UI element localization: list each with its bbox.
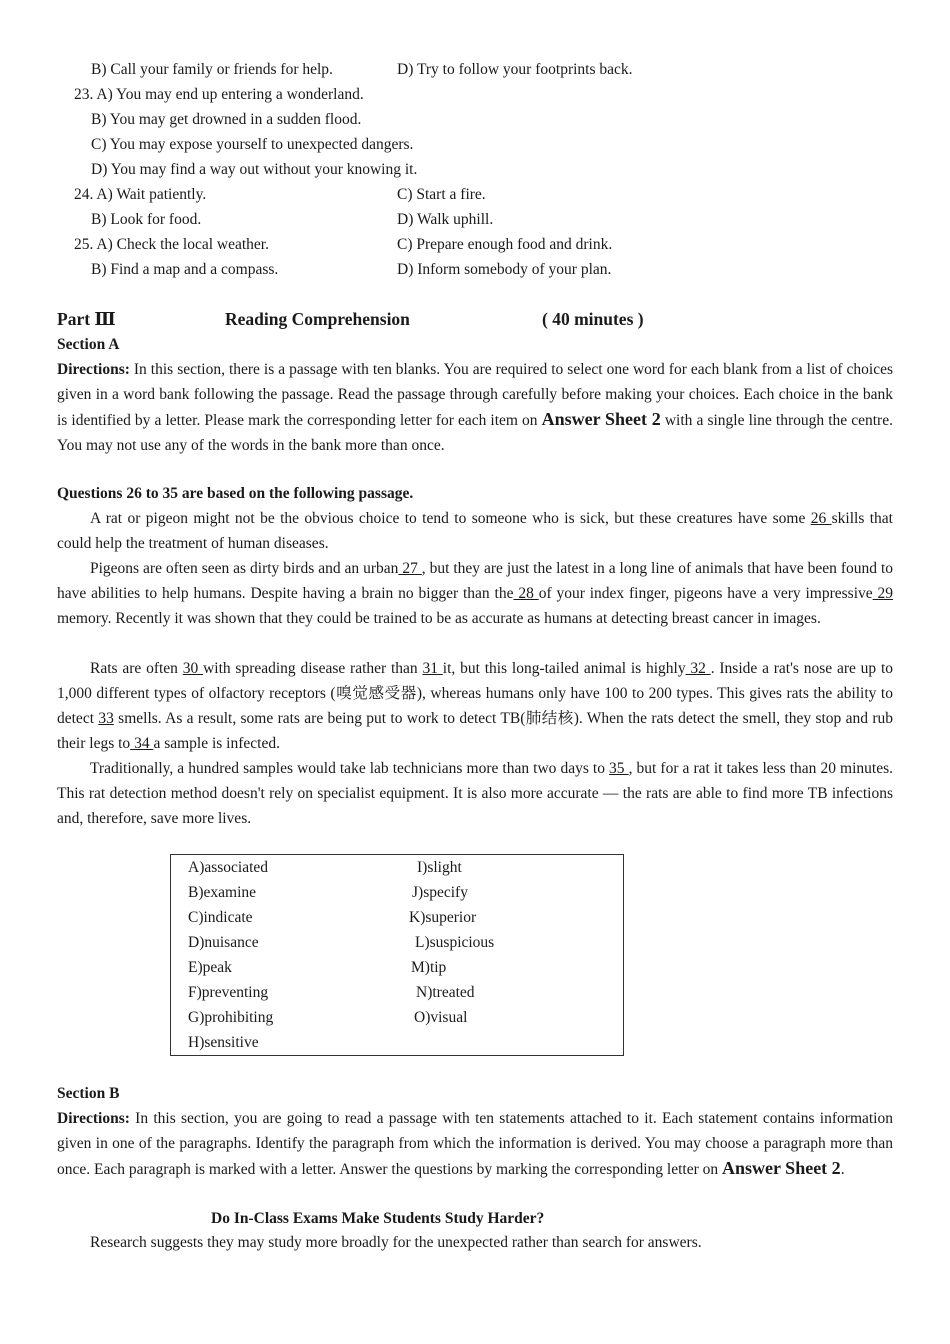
blank-27: 27 — [398, 560, 422, 577]
p2-text-c: of your index finger, pigeons have a very impressive — [538, 585, 873, 602]
option-22-b: B) Call your family or friends for help. — [91, 61, 333, 78]
passage-paragraph-2 — [57, 556, 893, 631]
section-b-heading: Section B — [57, 1085, 120, 1102]
word-bank-item: O)visual — [414, 1009, 468, 1026]
option-24-b: B) Look for food. — [91, 211, 202, 228]
word-bank-item: A)associated — [188, 859, 269, 876]
option-25-a: 25. A) Check the local weather. — [74, 236, 269, 253]
word-bank-item: H)sensitive — [188, 1034, 259, 1051]
directions-text: In this section, you are going to read a passage with ten statements attached to it. Each statement contains information given in one of the paragraphs. Identify the paragraph from which the information is derived. You may choose a paragraph more than once. Each paragraph is marked with a letter. Answer the questions by marking the corresponding letter on — [57, 1110, 893, 1178]
p3-text-c: it, but this long-tailed animal is highly — [442, 660, 686, 677]
blank-33: 33 — [98, 710, 114, 727]
option-23-c: C) You may expose yourself to unexpected dangers. — [91, 136, 414, 153]
word-bank-item: J)specify — [412, 884, 468, 901]
section-b-directions — [57, 1106, 893, 1182]
directions-text-end: with a single line through the centre. You may not use any of the words in the bank more than once. — [57, 412, 893, 454]
option-25-b: B) Find a map and a compass. — [91, 261, 279, 278]
directions-label: Directions: — [57, 361, 130, 378]
option-23-a: 23. A) You may end up entering a wonderland. — [74, 86, 364, 103]
blank-26: 26 — [810, 510, 832, 527]
directions-text: In this section, there is a passage with ten blanks. You are required to select one word for each blank from a list of choices given in a word bank following the passage. Read the passage through carefully before making your choices. Each choice in the bank is identified by a letter. Please mark the corresponding letter for each item on — [57, 361, 893, 429]
passage-paragraph-4 — [57, 756, 893, 831]
p4-text-b: , but for a rat it takes less than 20 minutes. This rat detection method doesn't rely on specialist equipment. It is also more accurate — the rats are able to find more TB infections and, therefore, save more lives. — [57, 760, 893, 827]
word-bank-item: N)treated — [416, 984, 475, 1001]
word-bank-item: F)preventing — [188, 984, 269, 1001]
part-title: Reading Comprehension — [225, 309, 410, 329]
p3-text-b: with spreading disease rather than — [203, 660, 423, 677]
option-24-d: D) Walk uphill. — [397, 211, 494, 228]
p2-text-b: , but they are just the latest in a long line of animals that have been found to have abilities to help humans. Despite having a brain no bigger than the — [57, 560, 893, 602]
answer-sheet-ref: Answer Sheet 2 — [541, 409, 661, 429]
option-23-b: B) You may get drowned in a sudden flood. — [91, 111, 362, 128]
answer-sheet-ref: Answer Sheet 2 — [722, 1158, 841, 1178]
option-25-d: D) Inform somebody of your plan. — [397, 261, 612, 278]
blank-31: 31 — [422, 660, 443, 677]
part-time: ( 40 minutes ) — [542, 309, 644, 329]
part-label: Part Ⅲ — [57, 309, 116, 329]
blank-30: 30 — [182, 660, 204, 677]
p1-text: A rat or pigeon might not be the obvious choice to tend to someone who is sick, but these creatures have some — [90, 510, 811, 527]
word-bank-item: B)examine — [188, 884, 257, 901]
word-bank-item: L)suspicious — [415, 934, 495, 951]
blank-35: 35 — [609, 760, 629, 777]
word-bank-item: E)peak — [188, 959, 232, 976]
questions-heading: Questions 26 to 35 are based on the following passage. — [57, 485, 414, 502]
word-bank-item: K)superior — [409, 909, 477, 926]
blank-29: 29 — [872, 585, 893, 602]
option-25-c: C) Prepare enough food and drink. — [397, 236, 613, 253]
word-bank-item: M)tip — [411, 959, 447, 976]
p3-text: Rats are often — [90, 660, 183, 677]
word-bank-item: D)nuisance — [188, 934, 259, 951]
p1-text-end: skills that could help the treatment of human diseases. — [57, 510, 893, 552]
passage-paragraph-1 — [57, 506, 893, 556]
p3-text-d: . Inside a rat's nose are up to 1,000 different types of olfactory receptors (嗅觉感受器), whereas humans only have 100 to 200 types. This gives rats the ability to detect — [57, 660, 894, 727]
passage-subtitle: Research suggests they may study more broadly for the unexpected rather than search for answers. — [90, 1234, 702, 1251]
word-bank-item: C)indicate — [188, 909, 253, 926]
p2-text-d: memory. Recently it was shown that they could be trained to be as accurate as humans at detecting breast cancer in images. — [57, 610, 821, 627]
blank-34: 34 — [130, 735, 154, 752]
section-a-heading: Section A — [57, 336, 120, 353]
word-bank-item: I)slight — [417, 859, 462, 876]
p3-text-e: smells. As a result, some rats are being put to work to detect TB(肺结核). When the rats detect the smell, they stop and rub their legs to — [57, 710, 893, 752]
option-23-d: D) You may find a way out without your knowing it. — [91, 161, 418, 178]
option-22-d: D) Try to follow your footprints back. — [397, 61, 633, 78]
p2-text: Pigeons are often seen as dirty birds and an urban — [90, 560, 399, 577]
option-24-a: 24. A) Wait patiently. — [74, 186, 207, 203]
directions-label: Directions: — [57, 1110, 130, 1127]
option-24-c: C) Start a fire. — [397, 186, 486, 203]
p3-text-f: a sample is infected. — [153, 735, 280, 752]
passage-paragraph-3 — [57, 656, 893, 756]
section-a-directions — [57, 357, 893, 458]
blank-32: 32 — [685, 660, 711, 677]
directions-text-end: . — [840, 1161, 845, 1178]
p4-text: Traditionally, a hundred samples would take lab technicians more than two days to — [90, 760, 610, 777]
passage-title: Do In-Class Exams Make Students Study Harder? — [211, 1210, 545, 1227]
word-bank — [170, 854, 624, 1056]
word-bank-item: G)prohibiting — [188, 1009, 274, 1026]
blank-28: 28 — [513, 585, 539, 602]
